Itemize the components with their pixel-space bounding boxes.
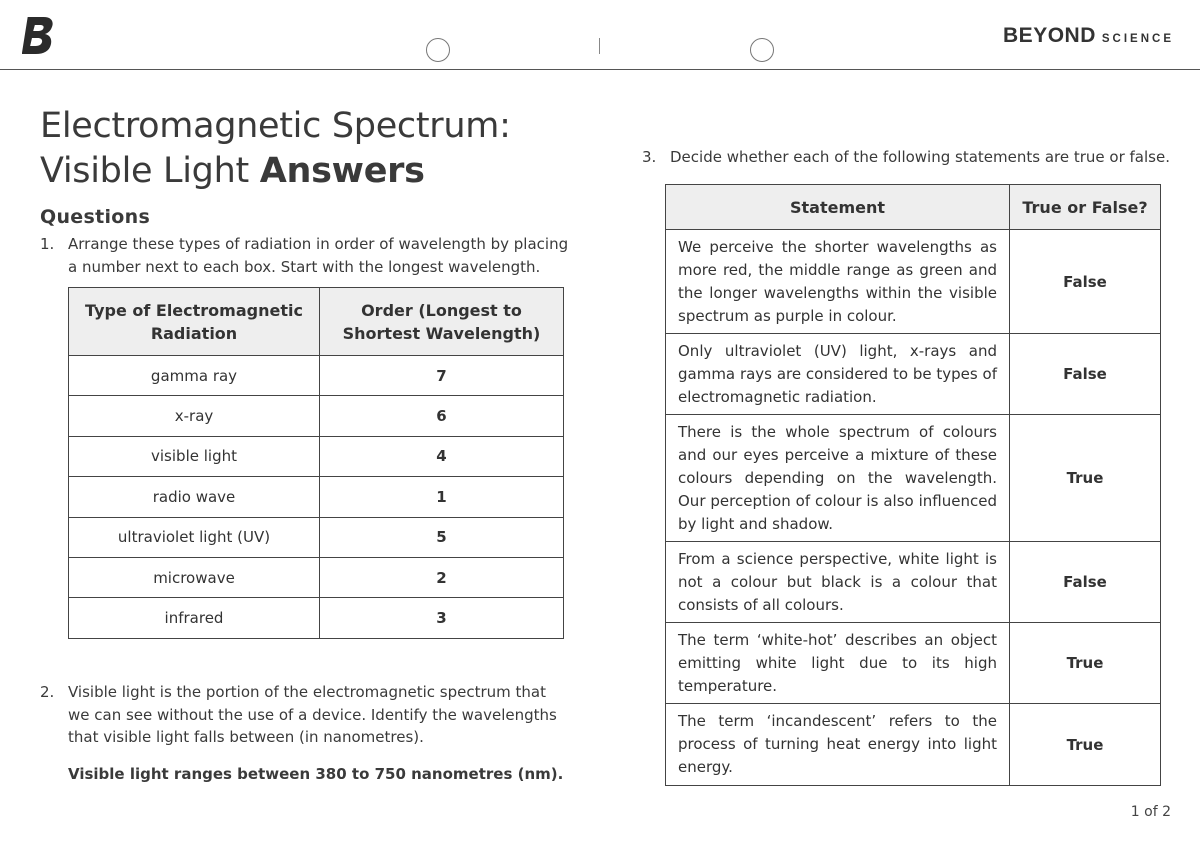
statement-cell: From a science perspective, white light is not a colour but black is a colour that consists of all colours. (666, 542, 1010, 623)
radiation-type-cell: visible light (69, 436, 320, 476)
question-2-answer: Visible light ranges between 380 to 750 nanometres (nm). (68, 765, 564, 783)
order-cell: 2 (320, 557, 564, 597)
radiation-type-cell: gamma ray (69, 356, 320, 396)
table-row (69, 477, 564, 517)
page-number: 1 of 2 (1130, 804, 1171, 820)
center-fold-mark (599, 38, 600, 54)
header-order: Order (Longest to Shortest Wavelength) (320, 288, 564, 356)
table-row (69, 557, 564, 597)
order-cell: 3 (320, 598, 564, 638)
radiation-type-cell: ultraviolet light (UV) (69, 517, 320, 557)
radiation-order-table (68, 287, 564, 639)
order-cell: 7 (320, 356, 564, 396)
title-line2-regular: Visible Light (40, 151, 260, 191)
title-line1: Electromagnetic Spectrum: (40, 106, 511, 146)
brand-sub-text: SCIENCE (1101, 33, 1174, 45)
question-1-text: Arrange these types of radiation in order of wavelength by placing a number next to each box. Start with the longest wavelength. (68, 235, 569, 276)
question-1 (40, 233, 570, 278)
radiation-type-cell: infrared (69, 598, 320, 638)
header-radiation-type: Type of Electromagnetic Radiation (69, 288, 320, 356)
order-cell: 1 (320, 477, 564, 517)
question-2 (40, 681, 570, 749)
order-cell: 6 (320, 396, 564, 436)
brand-wordmark (1003, 24, 1174, 48)
page-header (0, 0, 1200, 70)
table-row (666, 334, 1161, 415)
statement-cell: There is the whole spectrum of colours and our eyes perceive a mixture of these colours depending on the wavelength. Our perception of colour is also influenced by light and shadow. (666, 415, 1010, 542)
answer-cell: False (1010, 230, 1161, 334)
table-header-row (69, 288, 564, 356)
table-row (666, 415, 1161, 542)
statement-cell: The term ‘white-hot’ describes an object emitting white light due to its high temperature. (666, 623, 1010, 704)
brand-main-text: BEYOND (1003, 24, 1096, 47)
table-row (69, 356, 564, 396)
radiation-type-cell: microwave (69, 557, 320, 597)
order-cell: 4 (320, 436, 564, 476)
table-row (69, 396, 564, 436)
header-statement: Statement (666, 185, 1010, 230)
question-3-number: 3. (642, 148, 657, 166)
statement-cell: We perceive the shorter wavelengths as more red, the middle range as green and the longer wavelengths within the visible spectrum as purple in colour. (666, 230, 1010, 334)
answer-cell: False (1010, 334, 1161, 415)
table-row (666, 623, 1161, 704)
table-row (69, 598, 564, 638)
binder-hole-right (750, 38, 774, 62)
answer-cell: False (1010, 542, 1161, 623)
answer-cell: True (1010, 623, 1161, 704)
question-2-text: Visible light is the portion of the electromagnetic spectrum that we can see without the use of a device. Identify the wavelengths that visible light falls between (in nanometres). (68, 683, 557, 746)
table-row (666, 542, 1161, 623)
true-false-table (665, 184, 1161, 786)
statement-cell: Only ultraviolet (UV) light, x-rays and gamma rays are considered to be types of electromagnetic radiation. (666, 334, 1010, 415)
order-cell: 5 (320, 517, 564, 557)
table-row (666, 704, 1161, 786)
title-line2-bold: Answers (259, 151, 425, 191)
b-logo-icon (22, 14, 54, 56)
question-3-text: Decide whether each of the following statements are true or false. (670, 148, 1170, 166)
table-row (69, 517, 564, 557)
statement-cell: The term ‘incandescent’ refers to the process of turning heat energy into light energy. (666, 704, 1010, 786)
question-1-number: 1. (40, 235, 55, 253)
questions-heading: Questions (40, 206, 151, 228)
page-title (40, 104, 511, 194)
question-3 (642, 146, 1182, 169)
answer-cell: True (1010, 704, 1161, 786)
header-true-false: True or False? (1010, 185, 1161, 230)
binder-hole-left (426, 38, 450, 62)
answer-cell: True (1010, 415, 1161, 542)
radiation-type-cell: x-ray (69, 396, 320, 436)
radiation-type-cell: radio wave (69, 477, 320, 517)
question-2-number: 2. (40, 683, 55, 701)
table-row (666, 230, 1161, 334)
table-row (69, 436, 564, 476)
table-header-row (666, 185, 1161, 230)
